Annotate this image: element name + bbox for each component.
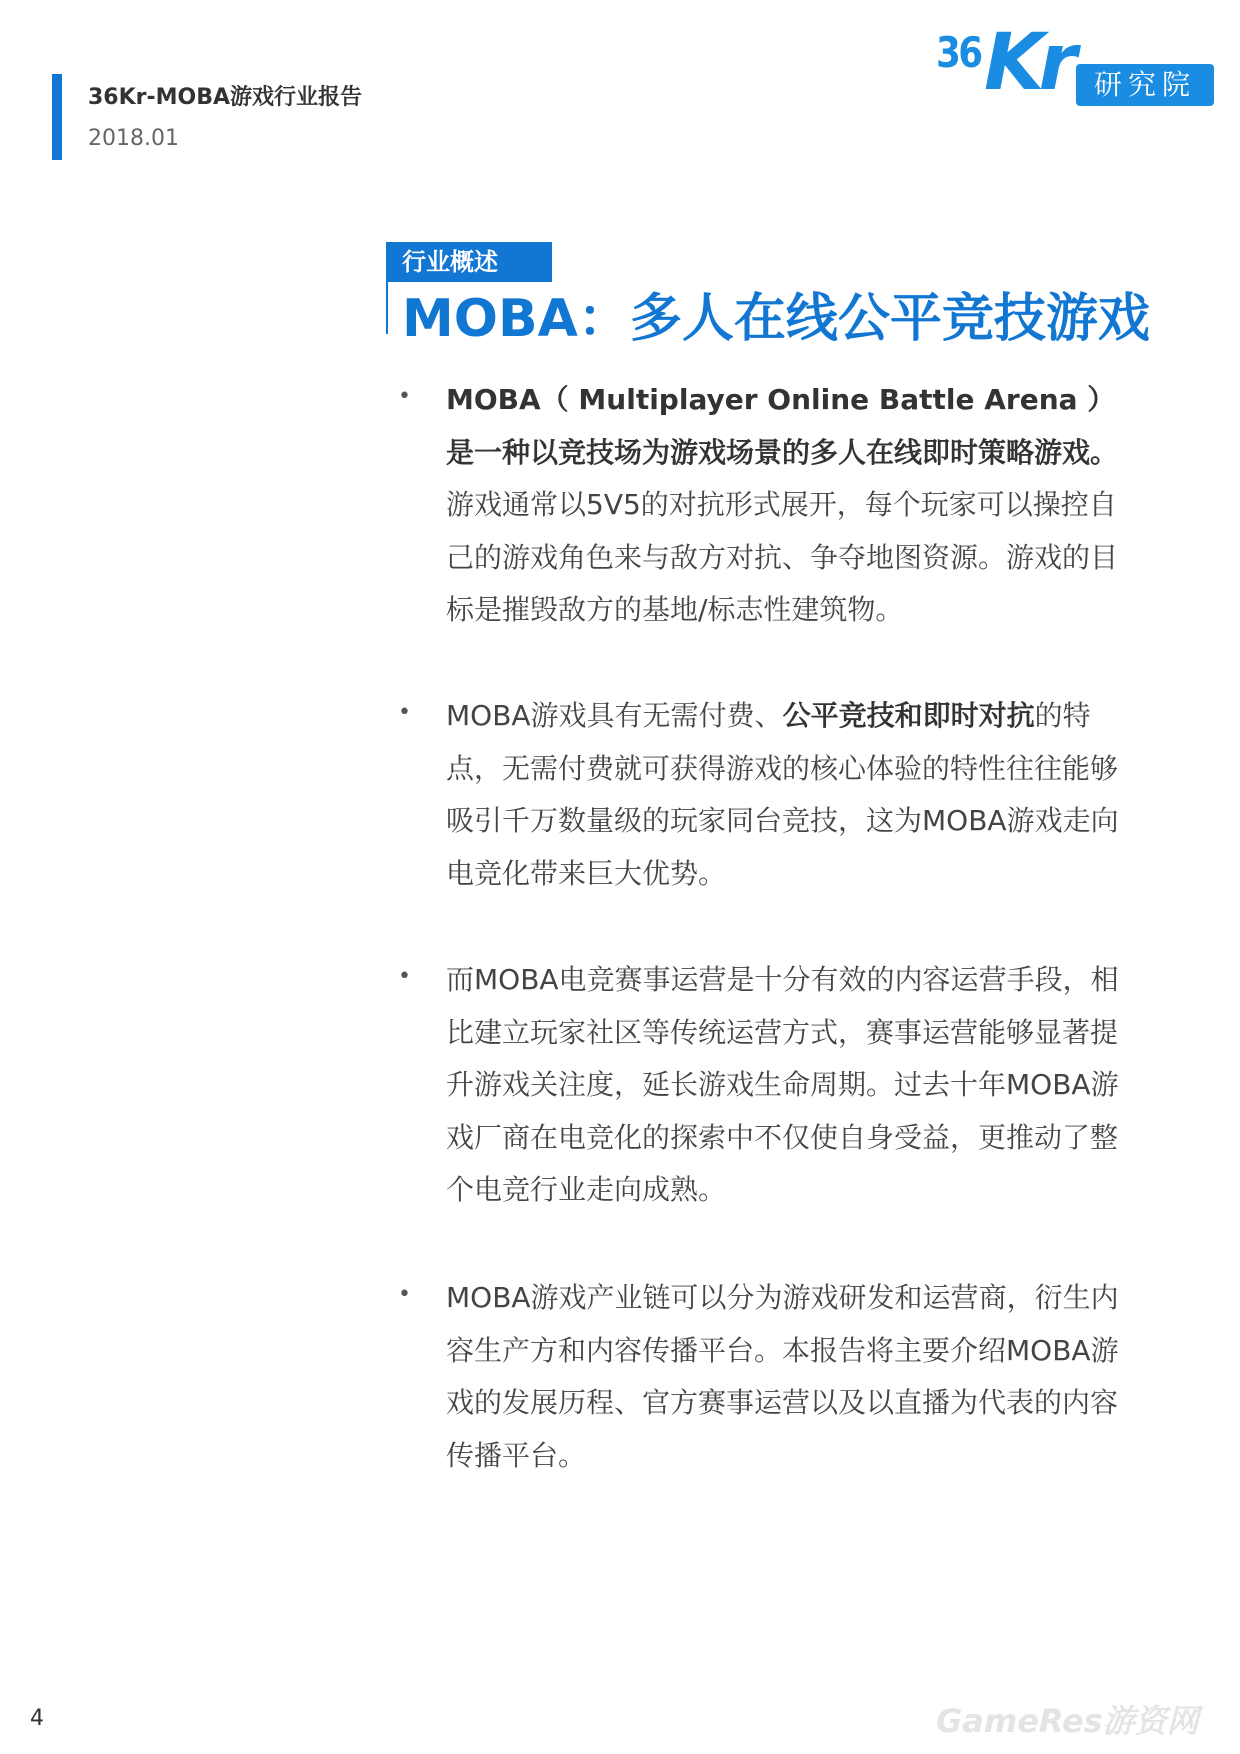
bullet-paragraph-1 [446,374,1126,637]
section-tag: 行业概述 [386,242,552,282]
bullet-2-bold: 公平竞技和即时对抗 [782,699,1035,732]
bullet-1-text: 游戏通常以5V5的对抗形式展开，每个玩家可以操控自己的游戏角色来与敌方对抗、争夺地图资源。游戏的目标是摧毁敌方的基地/标志性建筑物。 [446,488,1119,626]
logo-research-box: 研究院 [1076,64,1214,106]
bullet-marker: • [398,700,411,725]
bullet-paragraph-3 [446,954,1126,1217]
header-accent-bar [52,74,62,160]
page-heading: MOBA：多人在线公平竞技游戏 [402,289,1150,349]
bullet-marker: • [398,964,411,989]
logo-letters: Kr [984,18,1071,108]
bullet-marker: • [398,1282,411,1307]
bullet-paragraph-2 [446,690,1126,900]
page-number: 4 [30,1706,44,1731]
bullet-marker: • [398,384,411,409]
bullet-1-bold: MOBA（ Multiplayer Online Battle Arena ）是一种以竞技场为游戏场景的多人在线即时策略游戏。 [446,383,1119,469]
logo-number: 36 [936,28,981,77]
gameres-watermark: GameRes游资网 [936,1702,1199,1740]
report-title: 36Kr-MOBA游戏行业报告 [88,85,363,110]
bullet-2-text-a: MOBA游戏具有无需付费、 [446,699,783,732]
bullet-4-text: MOBA游戏产业链可以分为游戏研发和运营商，衍生内容生产方和内容传播平台。本报告将主要介绍MOBA游戏的发展历程、官方赛事运营以及以直播为代表的内容传播平台。 [446,1281,1119,1472]
bullet-paragraph-4 [446,1272,1126,1482]
bullet-2-text-b: 的特点，无需付费就可获得游戏的核心体验的特性往往能够吸引千万数量级的玩家同台竞技，这为MOBA游戏走向电竞化带来巨大优势。 [446,699,1119,890]
36kr-research-logo [936,18,1216,110]
bullet-3-text: 而MOBA电竞赛事运营是十分有效的内容运营手段，相比建立玩家社区等传统运营方式，赛事运营能够显著提升游戏关注度，延长游戏生命周期。过去十年MOBA游戏厂商在电竞化的探索中不仅使自身受益，更推动了整个电竞行业走向成熟。 [446,963,1119,1206]
report-date: 2018.01 [88,126,179,151]
heading-accent-line [386,282,388,334]
